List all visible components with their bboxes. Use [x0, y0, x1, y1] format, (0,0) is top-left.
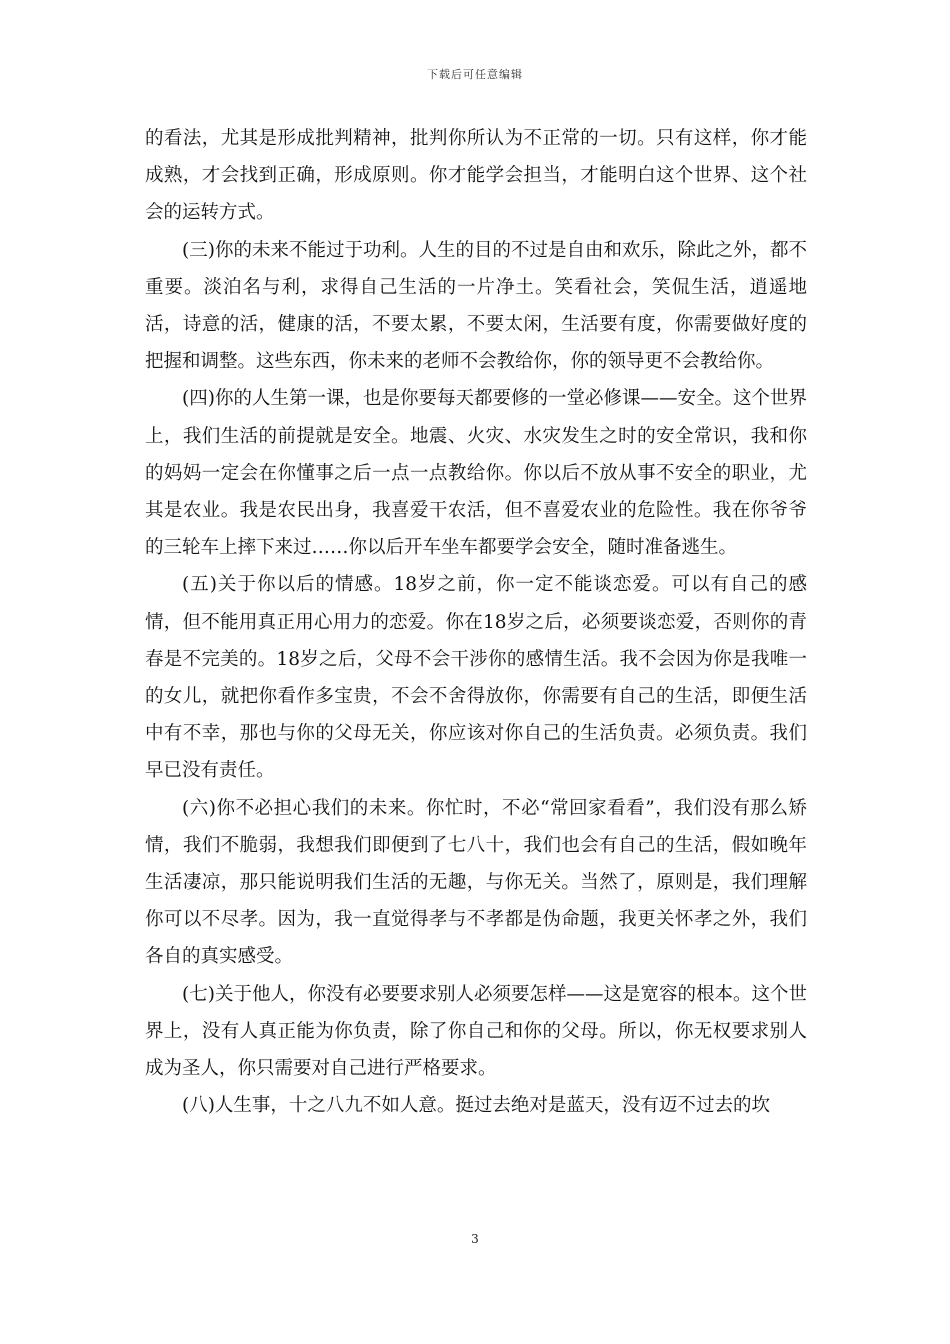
paragraph-4: (四)你的人生第一课，也是你要每天都要修的一堂必修课——安全。这个世界上，我们生活的前提就是安全。地震、火灾、水灾发生之时的安全常识，我和你的妈妈一定会在你懂事之后一点一点教给你。你以后不放从事不安全的职业，尤其是农业。我是农民出身，我喜爱干农活，但不喜爱农业的危险性。我在你爷爷的三轮车上摔下来过……你以后开车坐车都要学会安全，随时准备逃生。 [145, 388, 807, 559]
paragraph-3: (三)你的未来不能过于功利。人生的目的不过是自由和欢乐，除此之外，都不重要。淡泊名与利，求得自己生活的一片净土。笑看社会，笑侃生活，逍遥地活，诗意的活，健康的活，不要太累，不要太闲，生活要有度，你需要做好度的把握和调整。这些东西，你未来的老师不会教给你，你的领导更不会教给你。 [145, 239, 807, 373]
paragraph-7: (七)关于他人，你没有必要要求别人必须要怎样——这是宽容的根本。这个世界上，没有人真正能为你负责，除了你自己和你的父母。所以，你无权要求别人成为圣人，你只需要对自己进行严格要求。 [145, 983, 807, 1080]
document-body [145, 120, 807, 1124]
paragraph-6: (六)你不必担心我们的未来。你忙时，不必“常回家看看”，我们没有那么矫情，我们不脆弱，我想我们即便到了七八十，我们也会有自己的生活，假如晚年生活凄凉，那只能说明我们生活的无趣，与你无关。当然了，原则是，我们理解你可以不尽孝。因为，我一直觉得孝与不孝都是伪命题，我更关怀孝之外，我们各自的真实感受。 [145, 797, 807, 968]
page-number: 3 [471, 1232, 479, 1246]
paragraph-8: (八)人生事，十之八九不如人意。挺过去绝对是蓝天，没有迈不过去的坎 [182, 1095, 770, 1117]
paragraph-5: (五)关于你以后的情感。18岁之前，你一定不能谈恋爱。可以有自己的感情，但不能用真正用心用力的恋爱。你在18岁之后，必须要谈恋爱，否则你的青春是不完美的。18岁之后，父母不会干涉你的感情生活。我不会因为你是我唯一的女儿，就把你看作多宝贵，不会不舍得放你，你需要有自己的生活，即便生活中有不幸，那也与你的父母无关，你应该对你自己的生活负责。必须负责。我们早已没有责任。 [145, 574, 807, 782]
page-header: 下载后可任意编辑 [427, 68, 523, 81]
paragraph-continued: 的看法，尤其是形成批判精神，批判你所认为不正常的一切。只有这样，你才能成熟，才会找到正确，形成原则。你才能学会担当，才能明白这个世界、这个社会的运转方式。 [145, 128, 807, 224]
